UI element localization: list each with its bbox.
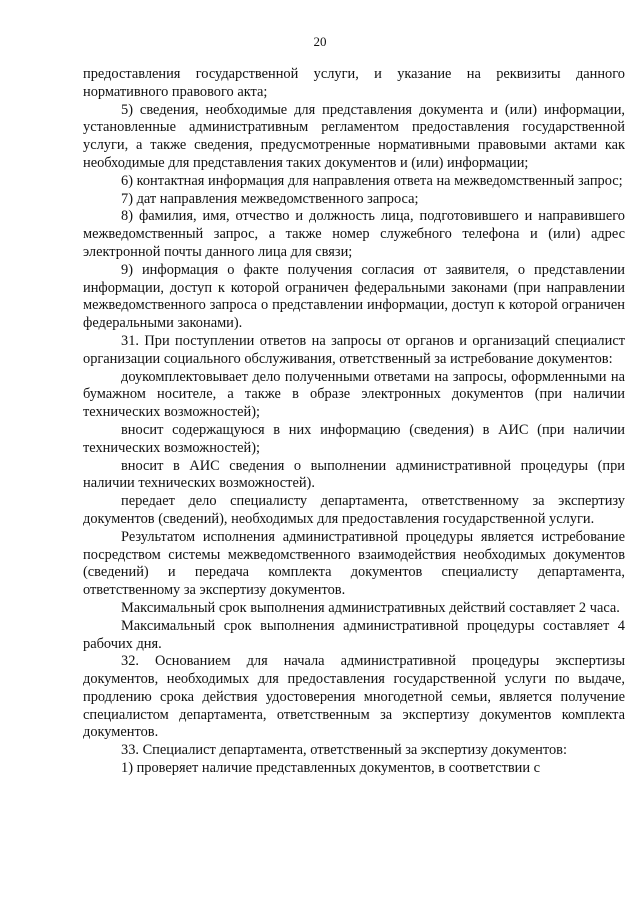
paragraph-section-31-step-3: вносит в АИС сведения о выполнении административной процедуры (при наличии технических возможностей). — [83, 457, 625, 492]
paragraph-section-31-step-1: доукомплектовывает дело полученными ответами на запросы, оформленными на бумажном носителе, а также в образе электронных документов (при наличии технических возможностей); — [83, 368, 625, 421]
paragraph-section-33: 33. Специалист департамента, ответственный за экспертизу документов: — [121, 742, 567, 759]
paragraph-item-6: 6) контактная информация для направления ответа на межведомственный запрос; — [121, 172, 623, 189]
paragraph-max-procedure-time: Максимальный срок выполнения административной процедуры составляет 4 рабочих дня. — [83, 617, 625, 652]
paragraph-section-32: 32. Основанием для начала административной процедуры экспертизы документов, необходимых для предоставления государственной услуги по выдаче, продлению срока действия удостоверения многодетной семьи, является получение специалистом департамента, ответственным за экспертизу документов комплекта документов. — [83, 653, 625, 741]
paragraph-item-5: 5) сведения, необходимые для представления документа и (или) информации, установленные административным регламентом предоставления государственной услуги, а также сведения, предусмотренные нормативными правовыми актами как необходимые для представления таких документов и (или) информации; — [83, 101, 625, 171]
paragraph-item-8: 8) фамилия, имя, отчество и должность лица, подготовившего и направившего межведомственный запрос, а также номер служебного телефона и (или) адрес электронной почты данного лица для связи; — [83, 208, 625, 260]
paragraph-item-7: 7) дат направления межведомственного запроса; — [121, 190, 419, 207]
paragraph-continuation: предоставления государственной услуги, и указание на реквизиты данного нормативного правового акта; — [83, 66, 625, 100]
paragraph-result: Результатом исполнения административной процедуры является истребование посредством системы межведомственного взаимодействия необходимых документов (сведений) и передача комплекта документов специалисту департамента, ответственному за экспертизу документов. — [83, 528, 625, 599]
paragraph-section-31-step-4: передает дело специалисту департамента, ответственному за экспертизу документов (сведений), необходимых для предоставления государственной услуги. — [83, 493, 625, 527]
document-body — [83, 66, 625, 778]
paragraph-section-33-item-1: 1) проверяет наличие представленных документов, в соответствии с — [121, 760, 541, 777]
page-number: 20 — [313, 34, 327, 49]
paragraph-section-31: 31. При поступлении ответов на запросы от органов и организаций специалист организации социального обслуживания, ответственный за истребование документов: — [83, 332, 625, 367]
paragraph-max-actions-time: Максимальный срок выполнения административных действий составляет 2 часа. — [121, 599, 620, 616]
paragraph-item-9: 9) информация о факте получения согласия от заявителя, о представлении информации, доступ к которой ограничен федеральными законами (при направлении межведомственного запроса о представлении информации, доступ к которой ограничен федеральными законами). — [83, 261, 625, 332]
paragraph-section-31-step-2: вносит содержащуюся в них информацию (сведения) в АИС (при наличии технических возможностей); — [83, 421, 625, 456]
